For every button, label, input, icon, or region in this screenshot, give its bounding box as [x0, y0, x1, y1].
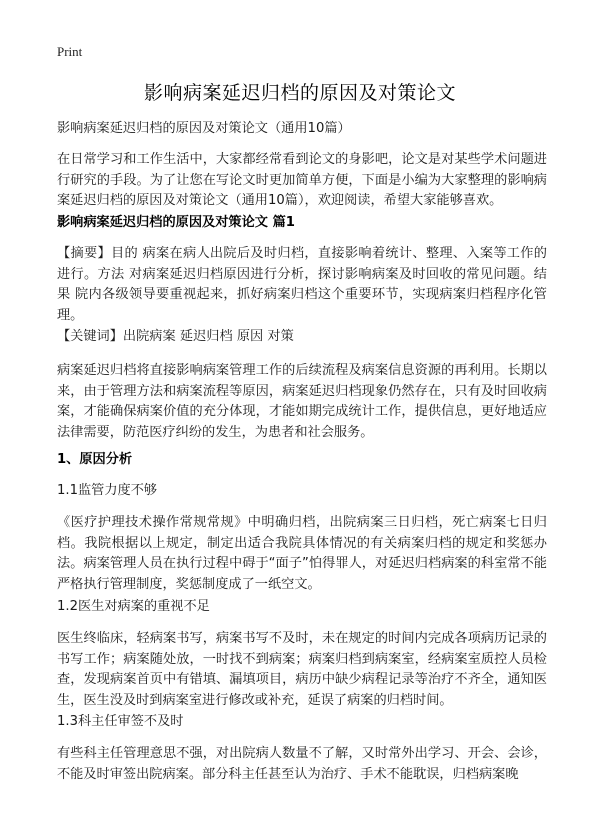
keywords-paragraph: 【关键词】出院病案 延迟归档 原因 对策 [57, 329, 294, 344]
body-intro-paragraph: 病案延迟归档将直接影响病案管理工作的后续流程及病案信息资源的再利用。长期以来，由于管理方法和病案流程等原因，病案延迟归档现象仍然存在，只有及时回收病案，才能确保病案价值的充分体现，才能如期完成统计工作，提供信息，更好地适应法律需要，防范医疗纠纷的发生，为患者和社会服务。 [57, 363, 547, 440]
section-1-heading: 1、原因分析 [57, 452, 133, 467]
section-1-2-heading: 1.2医生对病案的重视不足 [57, 599, 210, 614]
intro-paragraph: 在日常学习和工作生活中，大家都经常看到论文的身影吧，论文是对某些学术问题进行研究的手段。为了让您在写论文时更加简单方便，下面是小编为大家整理的影响病案延迟归档的原因及对策论文（通用10篇），欢迎阅读，希望大家能够喜欢。 [57, 152, 547, 208]
abstract-paragraph: 【摘要】目的 病案在病人出院后及时归档，直接影响着统计、整理、入案等工作的进行。方法 对病案延迟归档原因进行分析，探讨影响病案及时回收的常见问题。结果 院内各级领导要重视起来，抓好病案归档这个重要环节，实现病案归档程序化管理。 [57, 246, 547, 323]
subtitle: 影响病案延迟归档的原因及对策论文（通用10篇） [57, 121, 351, 136]
section-1-2-paragraph: 医生终临床，轻病案书写，病案书写不及时，未在规定的时间内完成各项病历记录的书写工作；病案随处放，一时找不到病案；病案归档到病案室，经病案室质控人员检查，发现病案首页中有错填、漏填项目，病历中缺少病程记录等治疗不齐全，通知医生，医生没及时到病案室进行修改或补充，延误了病案的归档时间。 [57, 631, 547, 708]
section-1-3-paragraph: 有些科主任管理意思不强，对出院病人数量不了解，又时常外出学习、开会、会诊，不能及时审签出院病案。部分科主任甚至认为治疗、手术不能耽误，归档病案晚 [57, 746, 547, 782]
section-1-1-paragraph: 《医疗护理技术操作常规常规》中明确归档，出院病案三日归档，死亡病案七日归档。我院根据以上规定，制定出适合我院具体情况的有关病案归档的规定和奖惩办法。病案管理人员在执行过程中碍于“面子”怕得罪人，对延迟归档病案的科室常不能严格执行管理制度，奖惩制度成了一纸空文。 [57, 515, 547, 592]
article-heading: 影响病案延迟归档的原因及对策论文 篇1 [57, 215, 295, 230]
document-title: 影响病案延迟归档的原因及对策论文 [143, 82, 456, 104]
print-label: Print [57, 44, 83, 59]
section-1-3-heading: 1.3科主任审签不及时 [57, 714, 184, 729]
section-1-1-heading: 1.1监管力度不够 [57, 483, 158, 498]
